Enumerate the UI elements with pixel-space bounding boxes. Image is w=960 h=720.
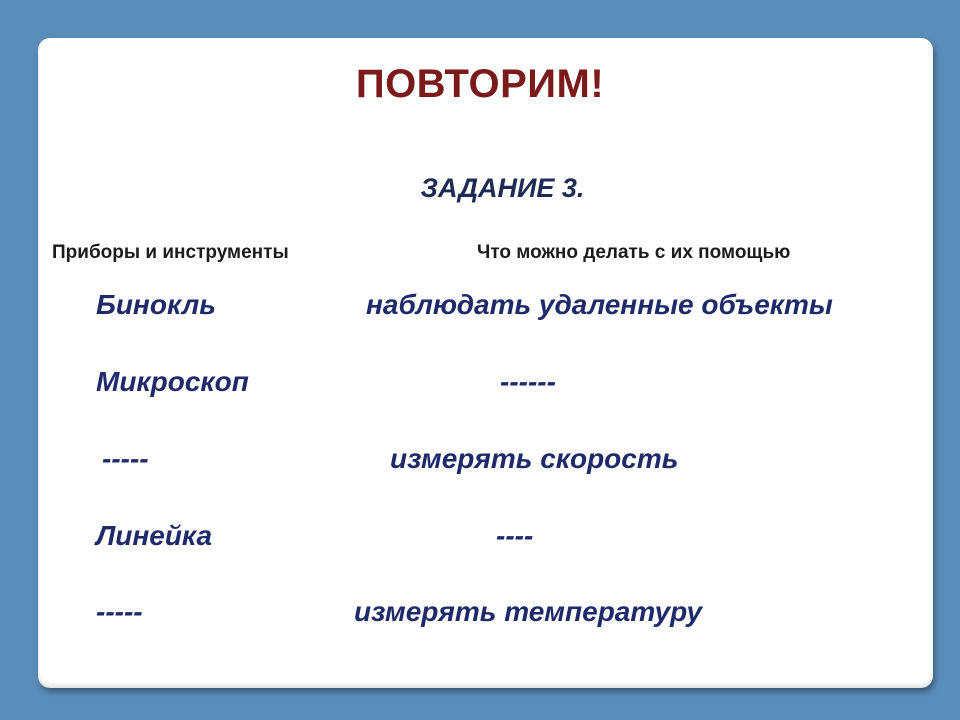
column-header-instruments: Приборы и инструменты [52,242,289,263]
row-3-instrument: ----- [102,443,149,474]
row-1-instrument: Бинокль [96,289,216,320]
row-3-action: измерять скорость [390,443,679,474]
row-5-instrument: ----- [96,596,143,627]
row-2-instrument: Микроскоп [96,366,249,397]
row-4-instrument: Линейка [96,520,213,551]
column-header-actions: Что можно делать с их помощью [477,242,791,263]
task-heading: ЗАДАНИЕ 3. [420,173,585,203]
row-5-action: измерять температуру [354,596,703,627]
slide-card [38,38,933,688]
row-1-action: наблюдать удаленные объекты [366,289,833,320]
row-2-action: ------ [500,366,556,397]
row-4-action: ---- [496,520,534,551]
slide-title: ПОВТОРИМ! [355,62,605,106]
